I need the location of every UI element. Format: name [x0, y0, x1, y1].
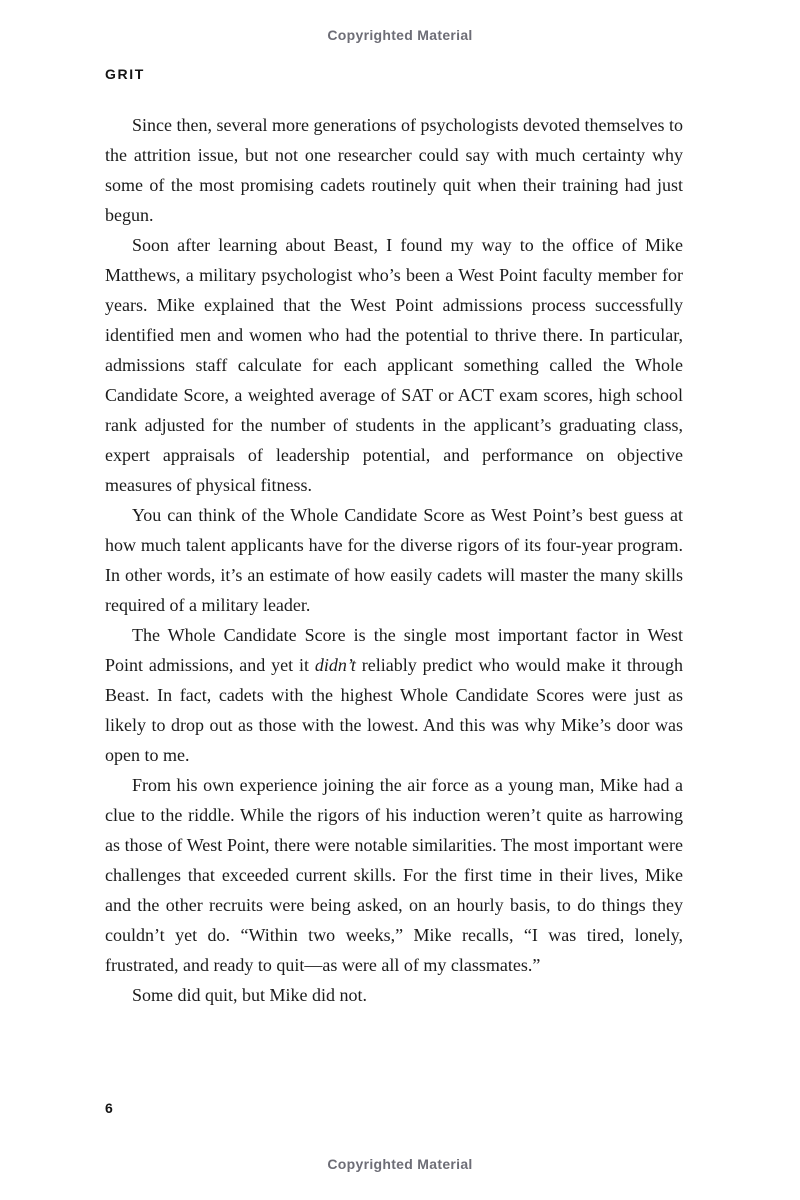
page-number: 6	[105, 1100, 113, 1116]
paragraph: From his own experience joining the air force as a young man, Mike had a clue to the riddle. While the rigors of his induction weren’t quite as harrowing as those of West Point, there were notable similarities. The most important were challenges that exceeded current skills. For the first time in their lives, Mike and the other recruits were being asked, on an hourly basis, to do things they couldn’t yet do. “Within two weeks,” Mike recalls, “I was tired, lonely, frustrated, and ready to quit—as were all of my classmates.”	[105, 775, 683, 975]
paragraph: Since then, several more generations of psychologists devoted themselves to the attrition issue, but not one researcher could say with much certainty why some of the most promising cadets routinely quit when their training had just begun.	[105, 115, 683, 225]
italic-emphasis: didn’t	[314, 655, 356, 675]
paragraph: You can think of the Whole Candidate Score as West Point’s best guess at how much talent applicants have for the diverse rigors of its four-year program. In other words, it’s an estimate of how easily cadets will master the many skills required of a military leader.	[105, 505, 683, 615]
paragraph: Some did quit, but Mike did not.	[132, 985, 368, 1005]
copyright-notice-bottom: Copyrighted Material	[327, 1156, 473, 1172]
paragraph: Soon after learning about Beast, I found my way to the office of Mike Matthews, a military psychologist who’s been a West Point faculty member for years. Mike explained that the West Point admissions process successfully identified men and women who had the potential to thrive there. In particular, admissions staff calculate for each applicant something called the Whole Candidate Score, a weighted average of SAT or ACT exam scores, high school rank adjusted for the number of students in the applicant’s graduating class, expert appraisals of leadership potential, and performance on objective measures of physical fitness.	[105, 235, 683, 495]
body-text	[105, 110, 683, 1010]
paragraph	[105, 620, 683, 770]
text-segment: reliably predict who would make it through Beast. In fact, cadets with the highest Whole Candidate Scores were just as likely to drop out as those with the lowest. And this was why Mike’s door was open to me.	[105, 655, 683, 765]
copyright-notice-top: Copyrighted Material	[327, 27, 473, 43]
text-segment: The Whole Candidate Score is the single most important factor in West Point admissions, and yet it	[105, 625, 683, 675]
running-header: GRIT	[105, 66, 145, 82]
